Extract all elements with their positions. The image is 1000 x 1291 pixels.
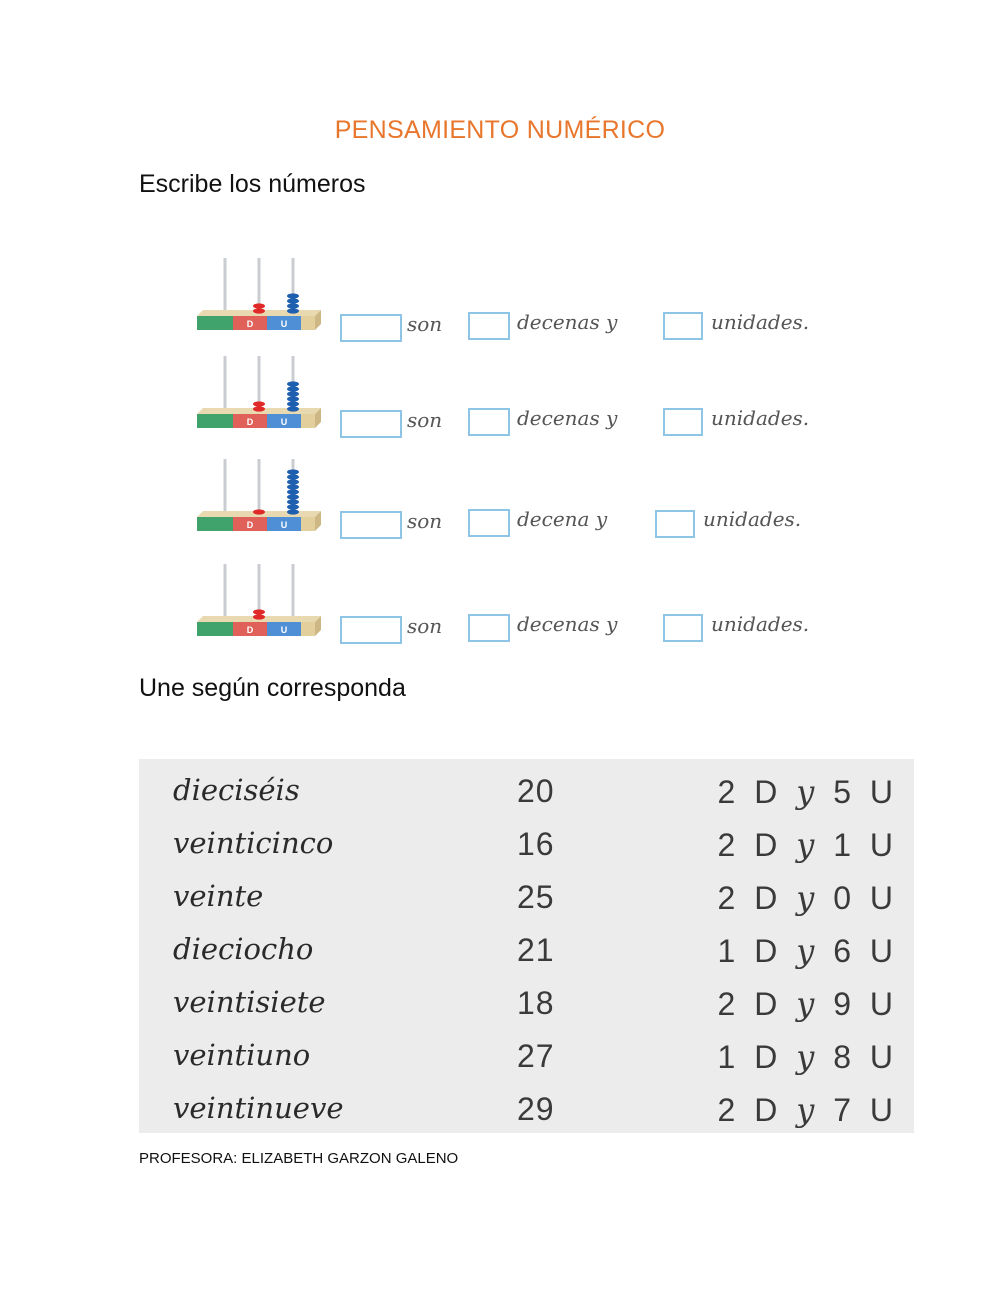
tens-bead (253, 614, 265, 619)
abacus-label-u: U (280, 319, 288, 329)
abacus-rod (224, 356, 227, 416)
units-answer-box[interactable] (655, 510, 695, 538)
tens-bead (253, 401, 265, 406)
unit-bead (287, 509, 299, 514)
matching-row (139, 871, 914, 923)
decenas-label: decenas y (517, 406, 618, 430)
abacus-image (195, 254, 321, 344)
tens-bead (253, 308, 265, 313)
y-text: y (796, 826, 820, 864)
number-word[interactable]: dieciséis (173, 773, 300, 807)
tens-units-value[interactable] (718, 773, 898, 811)
matching-row (139, 765, 914, 817)
unidades-label: unidades. (711, 406, 810, 430)
number-value[interactable]: 27 (517, 1038, 555, 1074)
tens-units-value[interactable] (718, 1038, 898, 1076)
abacus-rod (292, 564, 295, 624)
unit-bead (287, 293, 299, 298)
abacus-label-u: U (280, 417, 288, 427)
section-heading-match: Une según corresponda (139, 674, 406, 702)
page-title: PENSAMIENTO NUMÉRICO (334, 116, 666, 144)
abacus-label-d: D (246, 520, 254, 530)
tens-units-value[interactable] (718, 932, 898, 970)
tens-text: 2 D (717, 986, 783, 1022)
tens-units-value[interactable] (718, 826, 898, 864)
tens-text: 2 D (717, 1092, 783, 1128)
y-text: y (796, 773, 820, 811)
abacus-label-d: D (246, 319, 254, 329)
number-value[interactable]: 21 (517, 932, 555, 968)
unit-bead (287, 298, 299, 303)
unit-bead (287, 504, 299, 509)
tens-bead (253, 509, 265, 514)
matching-row (139, 1083, 914, 1135)
unit-bead (287, 494, 299, 499)
abacus-label-u: U (280, 625, 288, 635)
tens-text: 2 D (717, 880, 783, 916)
unit-bead (287, 469, 299, 474)
abacus-segment-green (197, 517, 233, 531)
decenas-label: decenas y (517, 310, 618, 334)
y-text: y (796, 1038, 820, 1076)
section-heading-write-numbers: Escribe los números (139, 170, 366, 198)
y-text: y (796, 879, 820, 917)
number-answer-box[interactable] (340, 410, 402, 438)
unit-bead (287, 391, 299, 396)
abacus-label-d: D (246, 625, 254, 635)
units-text: 5 U (833, 774, 898, 810)
abacus-image (195, 352, 321, 442)
number-answer-box[interactable] (340, 314, 402, 342)
abacus-label-u: U (280, 520, 288, 530)
son-label: son (407, 509, 443, 533)
number-word[interactable]: veintiuno (173, 1038, 311, 1072)
abacus-segment-end (301, 622, 315, 636)
matching-row (139, 1030, 914, 1082)
tens-text: 2 D (717, 827, 783, 863)
unit-bead (287, 479, 299, 484)
abacus-exercise-row (195, 560, 855, 650)
matching-row (139, 977, 914, 1029)
abacus-rod (224, 459, 227, 519)
unit-bead (287, 489, 299, 494)
y-text: y (796, 1091, 820, 1129)
tens-text: 2 D (717, 774, 783, 810)
tens-text: 1 D (717, 1039, 783, 1075)
abacus-segment-green (197, 316, 233, 330)
matching-row (139, 924, 914, 976)
units-text: 6 U (833, 933, 898, 969)
number-word[interactable]: veintisiete (173, 985, 326, 1019)
abacus-image (195, 560, 321, 650)
units-answer-box[interactable] (663, 408, 703, 436)
units-text: 9 U (833, 986, 898, 1022)
abacus-rod (224, 258, 227, 318)
tens-answer-box[interactable] (468, 614, 510, 642)
abacus-segment-end (301, 414, 315, 428)
unidades-label: unidades. (703, 507, 802, 531)
number-value[interactable]: 29 (517, 1091, 555, 1127)
unit-bead (287, 499, 299, 504)
y-text: y (796, 985, 820, 1023)
number-value[interactable]: 18 (517, 985, 555, 1021)
unit-bead (287, 386, 299, 391)
number-value[interactable]: 25 (517, 879, 555, 915)
matching-table (139, 759, 914, 1133)
abacus-segment-end (301, 316, 315, 330)
tens-answer-box[interactable] (468, 509, 510, 537)
tens-units-value[interactable] (718, 985, 898, 1023)
number-answer-box[interactable] (340, 616, 402, 644)
number-word[interactable]: dieciocho (173, 932, 314, 966)
abacus-label-d: D (246, 417, 254, 427)
number-value[interactable]: 16 (517, 826, 555, 862)
decena-label: decena y (517, 507, 608, 531)
number-answer-box[interactable] (340, 511, 402, 539)
unit-bead (287, 474, 299, 479)
unit-bead (287, 396, 299, 401)
unit-bead (287, 381, 299, 386)
tens-answer-box[interactable] (468, 408, 510, 436)
abacus-image (195, 455, 321, 545)
units-text: 0 U (833, 880, 898, 916)
son-label: son (407, 312, 443, 336)
tens-units-value[interactable] (718, 879, 898, 917)
tens-text: 1 D (717, 933, 783, 969)
teacher-footer: PROFESORA: ELIZABETH GARZON GALENO (139, 1150, 459, 1167)
son-label: son (407, 408, 443, 432)
abacus-exercise-row (195, 254, 855, 344)
tens-bead (253, 303, 265, 308)
units-text: 7 U (833, 1092, 898, 1128)
abacus-segment-green (197, 414, 233, 428)
tens-bead (253, 609, 265, 614)
tens-bead (253, 406, 265, 411)
number-value[interactable]: 20 (517, 773, 555, 809)
units-text: 1 U (833, 827, 898, 863)
number-word[interactable]: veintinueve (173, 1091, 344, 1125)
unidades-label: unidades. (711, 310, 810, 334)
son-label: son (407, 614, 443, 638)
abacus-segment-end (301, 517, 315, 531)
unit-bead (287, 401, 299, 406)
number-word[interactable]: veinticinco (173, 826, 334, 860)
abacus-segment-green (197, 622, 233, 636)
matching-row (139, 818, 914, 870)
unit-bead (287, 406, 299, 411)
tens-answer-box[interactable] (468, 312, 510, 340)
unidades-label: unidades. (711, 612, 810, 636)
units-answer-box[interactable] (663, 312, 703, 340)
abacus-exercise-row (195, 352, 855, 442)
abacus-exercise-row (195, 455, 855, 545)
units-answer-box[interactable] (663, 614, 703, 642)
number-word[interactable]: veinte (173, 879, 264, 913)
units-text: 8 U (833, 1039, 898, 1075)
decenas-label: decenas y (517, 612, 618, 636)
tens-units-value[interactable] (718, 1091, 898, 1129)
y-text: y (796, 932, 820, 970)
unit-bead (287, 484, 299, 489)
unit-bead (287, 308, 299, 313)
abacus-rod (224, 564, 227, 624)
unit-bead (287, 303, 299, 308)
